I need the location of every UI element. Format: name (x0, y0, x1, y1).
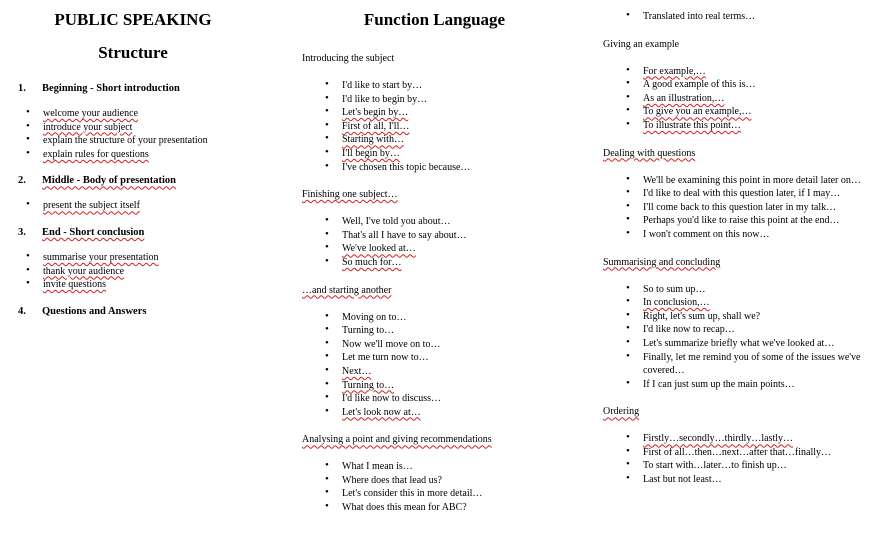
list-item: • I'd like to deal with this question later, if I may… (643, 187, 873, 201)
list-item: • We'll be examining this point in more detail later on… (643, 174, 873, 188)
list-item: • We've looked at… (342, 242, 587, 256)
section-number: 1. (18, 83, 26, 94)
group-heading: Finishing one subject… (302, 189, 398, 201)
list-item: • That's all I have to say about… (342, 229, 587, 243)
section-4 (18, 306, 268, 317)
list-item: • welcome your audience (43, 107, 268, 121)
list-item: • Turning to… (342, 324, 587, 338)
list-item: • explain the structure of your presentation (43, 134, 268, 148)
list-item: • First of all, I'll… (342, 120, 587, 134)
list-item: • I'd like to start by… (342, 79, 587, 93)
list-item: • I'll begin by… (342, 147, 587, 161)
group-heading: Introducing the subject (302, 53, 395, 64)
list-item: • present the subject itself (43, 199, 268, 213)
function-language-column-continued (603, 0, 873, 501)
phrase-list (302, 311, 587, 420)
list-item: • Let's look now at… (342, 406, 587, 420)
list-item: • explain rules for questions (43, 148, 268, 162)
phrase-list (302, 460, 587, 514)
list-item: • I'll come back to this question later in my talk… (643, 201, 873, 215)
list-item: • For example,… (643, 65, 873, 79)
list-item: • I've chosen this topic because… (342, 161, 587, 175)
list-item: • What does this mean for ABC? (342, 501, 587, 515)
section-items (18, 251, 268, 292)
list-item: • First of all…then…next…after that…finally… (643, 446, 873, 460)
list-item: • Let's consider this in more detail… (342, 487, 587, 501)
section-3 (18, 227, 268, 292)
list-item: • What I mean is… (342, 460, 587, 474)
section-heading: End - Short conclusion (42, 226, 145, 238)
list-item: • thank your audience (43, 265, 268, 279)
section-items (18, 199, 268, 213)
list-item: • So to sum up… (643, 283, 873, 297)
phrase-list (603, 432, 873, 486)
list-item: • introduce your subject (43, 121, 268, 135)
list-item: • I'd like now to discuss… (342, 392, 587, 406)
section-heading: Beginning - Short introduction (42, 83, 180, 94)
list-item: • So much for… (342, 256, 587, 270)
list-item: • In conclusion,… (643, 296, 873, 310)
list-item: • Let me turn now to… (342, 351, 587, 365)
group-heading: Analysing a point and giving recommendations (302, 434, 492, 446)
group-heading: Ordering (603, 406, 640, 418)
list-item: • Where does that lead us? (342, 474, 587, 488)
list-item: • To start with…later…to finish up… (643, 459, 873, 473)
section-number: 2. (18, 175, 26, 187)
phrase-list (603, 10, 873, 24)
list-item: • Moving on to… (342, 311, 587, 325)
structure-sections (18, 83, 268, 317)
section-heading: Questions and Answers (42, 305, 147, 317)
list-item: • Firstly…secondly…thirdly…lastly… (643, 432, 873, 446)
list-item: • Finally, let me remind you of some of the issues we've covered… (643, 351, 873, 378)
list-item: • I'd like to begin by… (342, 93, 587, 107)
list-item: • Translated into real terms… (643, 10, 873, 24)
list-item: • Last but not least… (643, 473, 873, 487)
list-item: • I'd like now to recap… (643, 323, 873, 337)
phrase-list (302, 79, 587, 174)
list-item: • Well, I've told you about… (342, 215, 587, 229)
list-item: • A good example of this is… (643, 78, 873, 92)
list-item: • invite questions (43, 278, 268, 292)
group-heading: …and starting another (302, 284, 392, 296)
group-heading: Summarising and concluding (603, 256, 721, 268)
list-item: • Let's begin by… (342, 106, 587, 120)
list-item: • Let's summarize briefly what we've looked at… (643, 337, 873, 351)
list-item: • To give you an example,… (643, 105, 873, 119)
list-item: • If I can just sum up the main points… (643, 378, 873, 392)
list-item: • Now we'll move on to… (342, 338, 587, 352)
structure-column (18, 0, 268, 317)
list-item: • Starting with… (342, 133, 587, 147)
list-item: • Turning to… (342, 379, 587, 393)
section-number: 4. (18, 305, 26, 317)
function-language-column (302, 0, 587, 529)
section-1 (18, 83, 268, 161)
list-item: • I won't comment on this now… (643, 228, 873, 242)
phrase-list (302, 215, 587, 269)
section-number: 3. (18, 226, 26, 238)
phrase-list (603, 174, 873, 242)
list-item: • As an illustration,… (643, 92, 873, 106)
list-item: • To illustrate this point… (643, 119, 873, 133)
function-language-title: Function Language (363, 10, 506, 29)
list-item: • Right, let's sum up, shall we? (643, 310, 873, 324)
list-item: • Next… (342, 365, 587, 379)
section-items (18, 107, 268, 161)
structure-heading: Structure (98, 43, 168, 62)
page-title: PUBLIC SPEAKING (54, 10, 212, 29)
group-heading: Giving an example (603, 38, 680, 50)
list-item: • summarise your presentation (43, 251, 268, 265)
group-heading: Dealing with questions (603, 147, 696, 159)
phrase-list (603, 283, 873, 392)
section-heading: Middle - Body of presentation (42, 175, 176, 187)
list-item: • Perhaps you'd like to raise this point at the end… (643, 214, 873, 228)
section-2 (18, 175, 268, 213)
phrase-list (603, 65, 873, 133)
